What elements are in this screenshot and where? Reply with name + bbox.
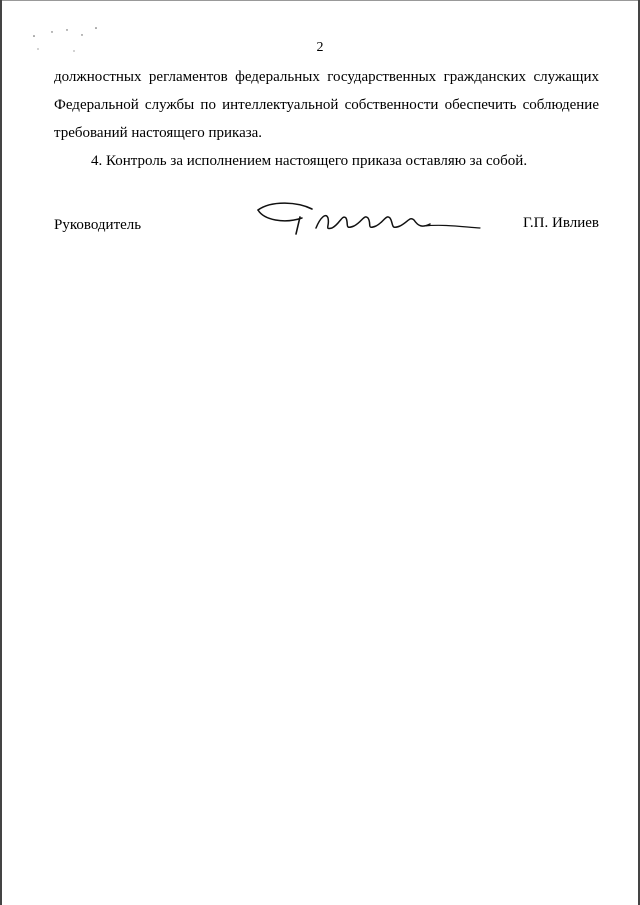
signature-block: [54, 198, 599, 243]
body-paragraph-control: 4. Контроль за исполнением настоящего приказа оставляю за собой.: [91, 153, 528, 169]
scan-edge-top: [0, 0, 640, 1]
signer-position: Руководитель: [54, 217, 142, 233]
handwritten-signature: [254, 198, 484, 238]
scan-edge-left: [0, 0, 2, 905]
signer-name: Г.П. Ивлиев: [522, 215, 599, 231]
body-paragraph: должностных регламентов федеральных государственных гражданских служащих Федеральной службы по интеллектуальной собственности обеспечить соблюдение требований настоящего приказа.: [54, 69, 599, 141]
page-number: 2: [316, 40, 324, 55]
document-body: [54, 63, 599, 175]
